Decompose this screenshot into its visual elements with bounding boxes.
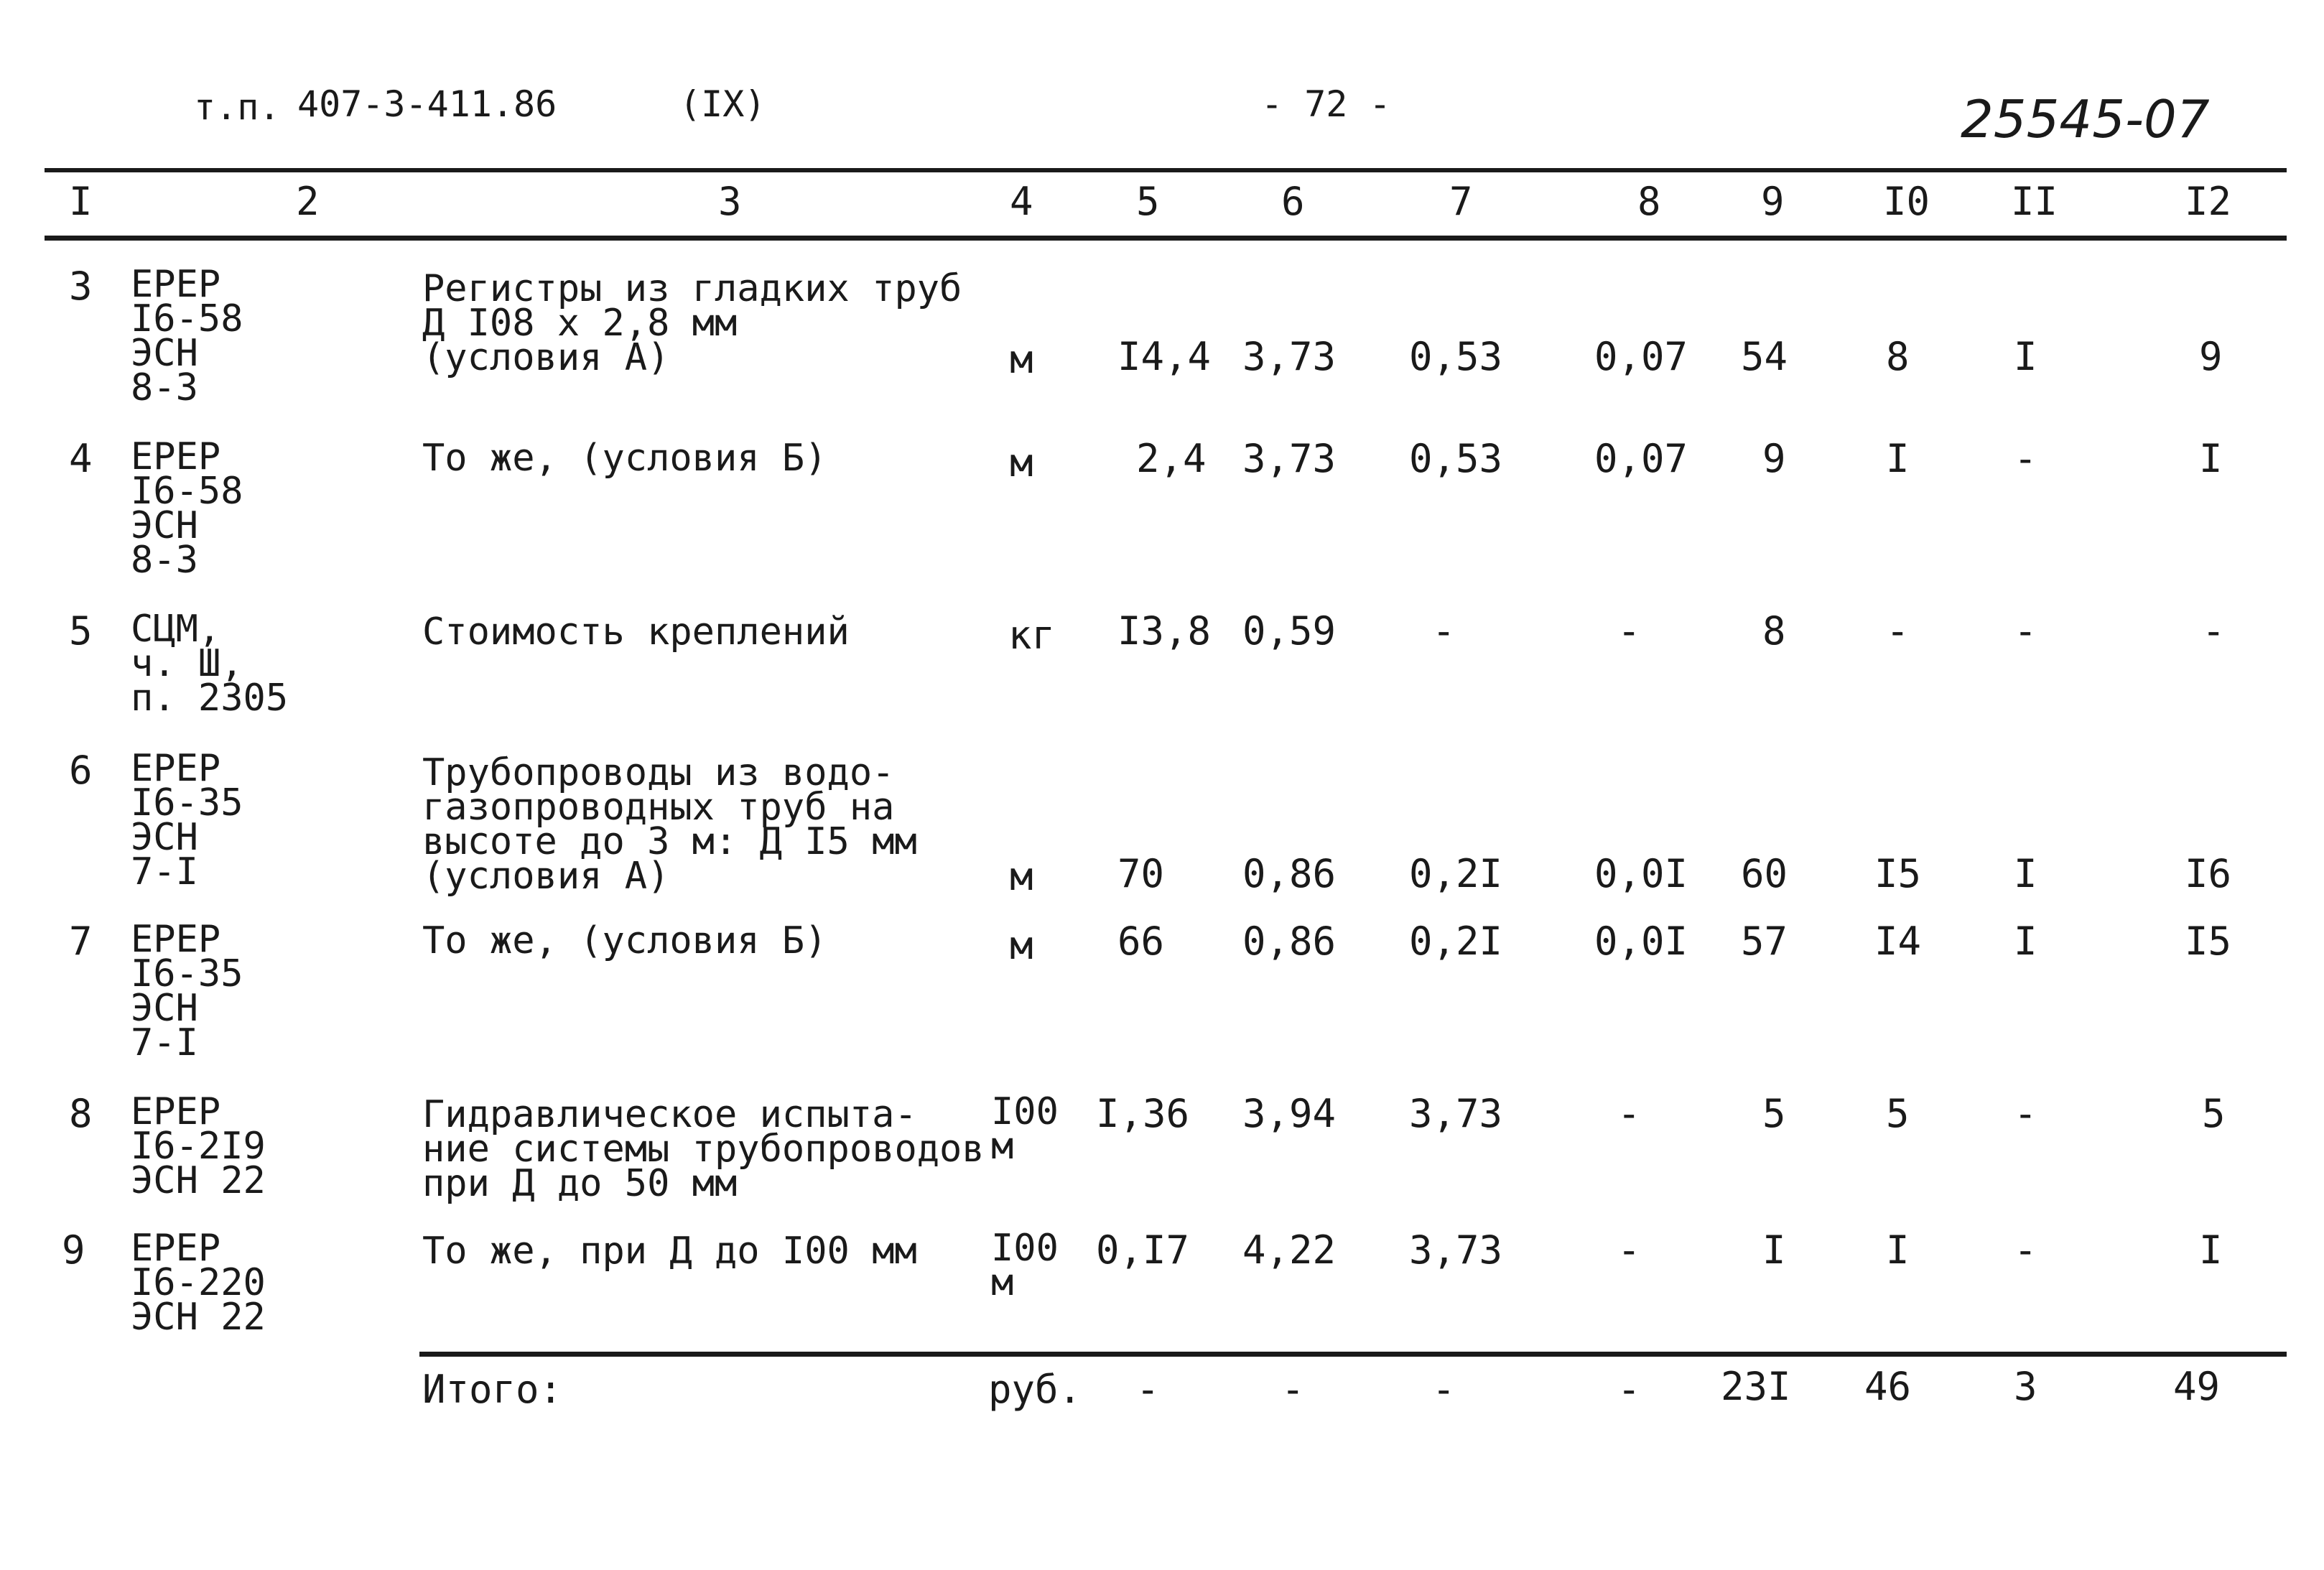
row-unit: кг [1008,613,1056,658]
col-header-6: 6 [1281,179,1305,224]
col-header-5: 5 [1136,179,1160,224]
row-col7: 0,53 [1409,334,1503,379]
row-col5: 2,4 [1136,436,1207,481]
row-col12: - [2202,608,2226,654]
row-description: Трубопроводы из водо- газопроводных труб на высоте до 3 м: Д I5 мм (условия А) [422,751,917,898]
row-unit: м [1010,854,1033,899]
row-col8: - [1617,1227,1641,1273]
row-reference: СЦМ, ч. Ш, п. 2305 [131,608,289,720]
row-col11: I [2014,919,2037,964]
row-col6: 3,94 [1242,1091,1337,1136]
col-header-4: 4 [1010,179,1033,224]
row-col11: - [2014,436,2037,481]
row-col12: 5 [2202,1091,2226,1136]
row-col9: 9 [1762,436,1786,481]
col-header-12: I2 [2185,179,2232,224]
row-col8: 0,07 [1594,334,1688,379]
row-reference: ЕРЕР I6-2I9 ЭСН 22 [131,1090,266,1202]
row-col5: 70 [1117,851,1165,896]
row-number: 9 [62,1227,85,1273]
row-col8: 0,07 [1594,436,1688,481]
row-number: 8 [69,1091,93,1136]
row-col7: - [1432,608,1456,654]
col-header-7: 7 [1449,179,1473,224]
row-number: 6 [69,748,93,793]
total-col5: - [1136,1367,1160,1412]
total-label: Итого: [422,1367,563,1412]
total-unit: руб. [988,1367,1082,1412]
row-col7: 3,73 [1409,1091,1503,1136]
col-header-3: 3 [718,179,742,224]
col-header-2: 2 [296,179,320,224]
doc-number: 407-3-411.86 [297,83,557,125]
row-col8: - [1617,608,1641,654]
row-unit: м [1010,337,1033,382]
row-col9: 8 [1762,608,1786,654]
row-col8: 0,0I [1594,919,1688,964]
row-number: 3 [69,264,93,309]
col-header-10: I0 [1883,179,1930,224]
row-col12: I [2199,1227,2223,1273]
row-unit: I00 м [991,1090,1059,1168]
row-number: 5 [69,608,93,654]
row-col9: 5 [1762,1091,1786,1136]
total-rule [419,1352,2287,1357]
col-header-8: 8 [1637,179,1661,224]
row-col7: 0,2I [1409,851,1503,896]
row-description: То же, (условия Б) [422,437,827,480]
row-col6: 3,73 [1242,436,1337,481]
row-col6: 0,86 [1242,851,1337,896]
row-col9: I [1762,1227,1786,1273]
row-col5: I3,8 [1117,608,1212,654]
row-col11: - [2014,608,2037,654]
row-col6: 0,59 [1242,608,1337,654]
row-reference: ЕРЕР I6-220 ЭСН 22 [131,1227,266,1339]
row-col7: 0,2I [1409,919,1503,964]
row-reference: ЕРЕР I6-35 ЭСН 7-I [131,918,243,1064]
row-description: Стоимость креплений [422,610,850,654]
row-col8: 0,0I [1594,851,1688,896]
row-reference: ЕРЕР I6-35 ЭСН 7-I [131,747,243,893]
row-unit: м [1010,923,1033,968]
col-header-1: I [69,179,93,224]
total-col9: 23I [1721,1364,1791,1409]
row-col12: I [2199,436,2223,481]
total-col8: - [1617,1367,1641,1412]
page-number: - 72 - [1261,83,1391,125]
row-col6: 4,22 [1242,1227,1337,1273]
total-col10: 46 [1864,1364,1912,1409]
row-col7: 3,73 [1409,1227,1503,1273]
total-col11: 3 [2014,1364,2037,1409]
row-reference: ЕРЕР I6-58 ЭСН 8-3 [131,263,243,409]
header-bottom-rule [45,236,2287,241]
row-col11: - [2014,1091,2037,1136]
col-header-11: II [2011,179,2058,224]
row-col11: - [2014,1227,2037,1273]
total-col6: - [1281,1367,1305,1412]
row-col10: I5 [1874,851,1922,896]
row-description: То же, при Д до I00 мм [422,1230,917,1273]
row-col5: 66 [1117,919,1165,964]
row-col10: - [1886,608,1910,654]
row-col10: 8 [1886,334,1910,379]
row-col10: I [1886,1227,1910,1273]
row-col6: 3,73 [1242,334,1337,379]
row-number: 7 [69,919,93,964]
stamp-number: 25545-07 [1961,89,2210,149]
row-col7: 0,53 [1409,436,1503,481]
col-header-9: 9 [1761,179,1785,224]
row-col9: 54 [1741,334,1788,379]
section-label: (IX) [679,83,766,125]
row-col5: I4,4 [1117,334,1212,379]
row-col8: - [1617,1091,1641,1136]
row-col10: 5 [1886,1091,1910,1136]
row-unit: м [1010,440,1033,486]
row-col6: 0,86 [1242,919,1337,964]
row-col11: I [2014,851,2037,896]
header-top-rule [45,168,2287,172]
row-unit: I00 м [991,1227,1059,1304]
row-col9: 60 [1741,851,1788,896]
total-col7: - [1432,1367,1456,1412]
row-col12: 9 [2199,334,2223,379]
row-col5: I,36 [1096,1091,1190,1136]
row-col9: 57 [1741,919,1788,964]
row-description: Гидравлическое испыта- ние системы трубопроводов при Д до 50 мм [422,1093,985,1205]
total-col12: 49 [2173,1364,2221,1409]
doc-prefix: т.п. [194,86,281,128]
row-col10: I [1886,436,1910,481]
row-description: Регистры из гладких труб Д I08 x 2,8 мм (условия А) [422,267,962,379]
row-number: 4 [69,436,93,481]
row-col12: I6 [2185,851,2232,896]
row-col12: I5 [2185,919,2232,964]
row-col10: I4 [1874,919,1922,964]
row-description: То же, (условия Б) [422,919,827,962]
row-reference: ЕРЕР I6-58 ЭСН 8-3 [131,435,243,582]
row-col11: I [2014,334,2037,379]
row-col5: 0,I7 [1096,1227,1190,1273]
